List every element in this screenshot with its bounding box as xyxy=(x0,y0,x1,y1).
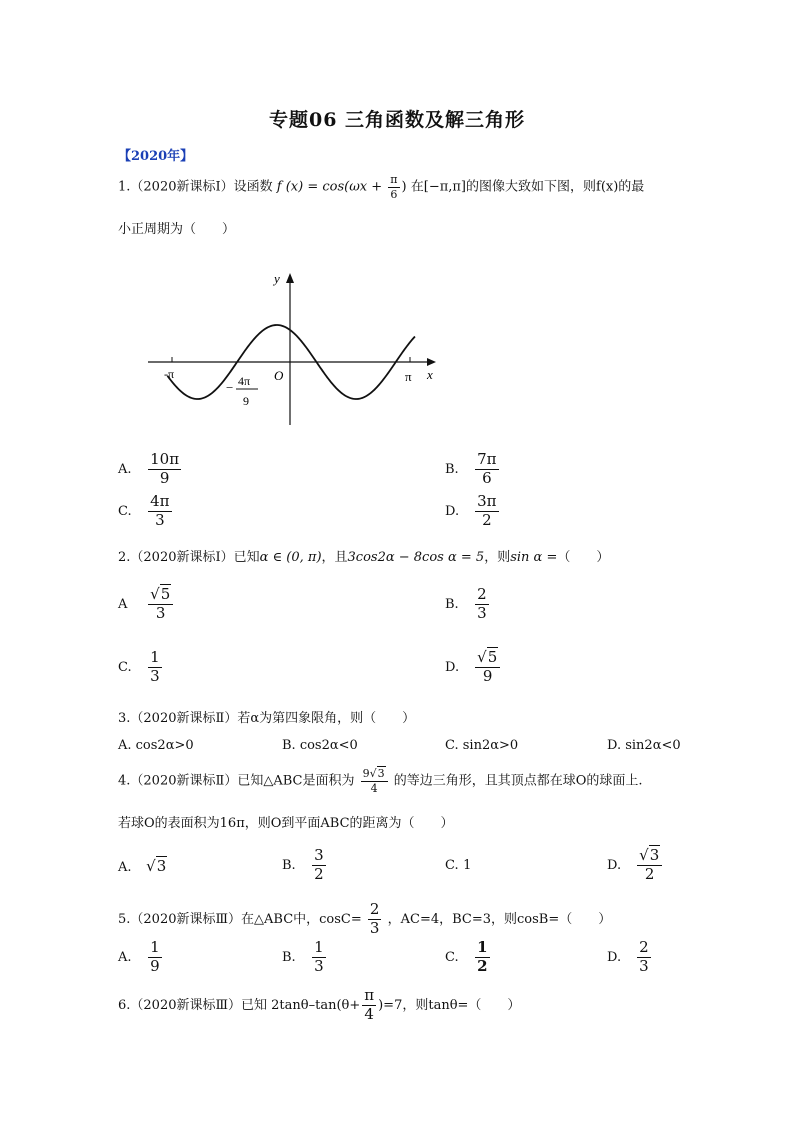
q1-func-close: ) xyxy=(401,179,407,195)
option-label: A. xyxy=(118,461,132,477)
q4-text1: 4.（2020新课标Ⅱ）已知△ABC是面积为 xyxy=(118,773,355,789)
option-den: 9 xyxy=(150,956,160,975)
option-num: 10π xyxy=(150,450,180,468)
y-axis-arrow xyxy=(286,273,294,283)
q2-option-d[interactable]: D. $\frac{√5}{9}$ xyxy=(445,650,502,685)
option-den: 3 xyxy=(314,956,324,975)
q3-option-a[interactable]: A. cos2α>0 xyxy=(118,738,194,753)
option-label: B. xyxy=(445,596,459,612)
option-num: 7π xyxy=(477,450,497,468)
q1-frac-den: 6 xyxy=(390,187,398,201)
q3-option-c[interactable]: C. sin2α>0 xyxy=(445,738,519,753)
question-5 xyxy=(118,902,611,937)
q6-frac-num: π xyxy=(364,986,375,1004)
option-root: 5 xyxy=(160,585,171,603)
q6-text1: 6.（2020新课标Ⅲ）已知 2tanθ–tan(θ+ xyxy=(118,997,361,1013)
option-num: 1 xyxy=(150,648,160,666)
q1-option-d[interactable] xyxy=(445,494,501,529)
option-label: C. xyxy=(118,503,132,519)
q5-option-d[interactable] xyxy=(607,940,653,975)
q2-text3: ，则 xyxy=(484,550,511,565)
q1-prefix: 1.（2020新课标Ⅰ）设函数 xyxy=(118,179,273,195)
q3-option-b[interactable]: B. cos2α<0 xyxy=(282,738,358,753)
option-den: 9 xyxy=(159,468,170,487)
option-num: 2 xyxy=(639,938,649,956)
origin-label: O xyxy=(274,368,284,383)
q1-option-a[interactable] xyxy=(118,452,183,487)
q4-den: 4 xyxy=(370,781,378,795)
option-den: 3 xyxy=(150,666,160,685)
q4-option-d[interactable]: D. $\frac{√3}{2}$ xyxy=(607,848,664,883)
q2-text4: （ ） xyxy=(557,550,610,565)
q1-function: f (x) = cos(ωx + xyxy=(276,179,383,195)
option-den: 2 xyxy=(477,956,488,975)
marker-num: 4π xyxy=(238,374,251,388)
q4-option-c[interactable] xyxy=(445,858,471,873)
q1-fraction xyxy=(388,174,399,200)
option-label: B. xyxy=(282,949,296,965)
q2-ask: sin α = xyxy=(510,550,558,565)
option-num: 3π xyxy=(477,492,497,510)
option-label: B. xyxy=(282,857,296,873)
q4-coef: 9 xyxy=(362,767,370,780)
option-den: 3 xyxy=(639,956,649,975)
q6-text2: )=7，则tanθ=（ ） xyxy=(378,997,521,1013)
x-axis-label: x xyxy=(427,367,433,382)
q1-line2: 小正周期为（ ） xyxy=(118,222,236,237)
option-root: 3 xyxy=(649,846,660,864)
page-title: 专题06 三角函数及解三角形 xyxy=(268,109,526,131)
marker-den: 9 xyxy=(243,394,249,408)
option-root: 3 xyxy=(156,857,167,875)
option-den: 3 xyxy=(155,510,165,529)
option-num: 1 xyxy=(314,938,324,956)
option-den: 2 xyxy=(644,864,655,883)
y-axis-label: y xyxy=(274,271,280,286)
option-label: C. xyxy=(118,659,132,675)
q4-option-a[interactable]: A. √3 xyxy=(118,857,167,875)
question-3: 3.（2020新课标Ⅱ）若α为第四象限角，则（ ） xyxy=(118,711,416,726)
q4-root: 3 xyxy=(377,767,385,780)
marker-minus: − xyxy=(226,380,234,395)
q5-text2: ，AC=4，BC=3，则cosB=（ ） xyxy=(387,911,612,927)
q2-option-b[interactable] xyxy=(445,587,491,622)
neg-pi-label: -π xyxy=(164,367,175,381)
option-num: 1 xyxy=(150,938,160,956)
option-label: C. xyxy=(445,858,459,873)
question-6 xyxy=(118,988,520,1023)
x-axis-arrow xyxy=(427,358,436,366)
option-label: A xyxy=(118,596,128,612)
option-den: 9 xyxy=(482,666,493,685)
q5-option-c[interactable] xyxy=(445,940,492,975)
q2-text1: 2.（2020新课标Ⅰ）已知 xyxy=(118,550,260,565)
q5-frac-den: 3 xyxy=(369,918,380,937)
option-label: C. xyxy=(445,949,459,965)
option-num: 1 xyxy=(477,938,488,956)
q4-line2: 若球O的表面积为16π，则O到平面ABC的距离为（ ） xyxy=(118,816,454,831)
option-label: D. xyxy=(607,949,622,965)
option-label: A. xyxy=(118,860,132,875)
option-label: B. xyxy=(445,461,459,477)
q1-graph xyxy=(140,265,450,435)
q6-frac-den: 4 xyxy=(364,1004,374,1023)
option-num: 2 xyxy=(477,585,487,603)
q2-option-c[interactable] xyxy=(118,650,164,685)
pos-pi-label: π xyxy=(405,369,412,384)
option-den: 6 xyxy=(482,468,492,487)
q5-frac-num: 2 xyxy=(369,900,380,918)
q2-equation: 3cos2α − 8cos α = 5 xyxy=(347,550,485,565)
q2-condition: α ∈ (0, π) xyxy=(259,550,322,565)
option-den: 3 xyxy=(155,603,166,622)
option-num: 4π xyxy=(150,492,170,510)
option-label: D. xyxy=(445,659,460,675)
option-label: D. xyxy=(445,503,460,519)
q5-option-b[interactable] xyxy=(282,940,328,975)
q1-middle: 在[−π,π]的图像大致如下图，则f(x)的最 xyxy=(410,179,645,195)
q1-frac-num: π xyxy=(390,173,398,186)
section-heading: 【2020年】 xyxy=(118,149,194,164)
q1-option-b[interactable] xyxy=(445,452,501,487)
q4-option-b[interactable] xyxy=(282,848,328,883)
option-den: 3 xyxy=(477,603,487,622)
option-value: 1 xyxy=(463,858,472,873)
question-1 xyxy=(118,174,644,200)
option-den: 2 xyxy=(482,510,492,529)
option-label: A. xyxy=(118,949,132,965)
q4-text2: 的等边三角形，且其顶点都在球O的球面上. xyxy=(393,773,643,789)
question-2 xyxy=(118,546,609,565)
option-label: D. xyxy=(607,857,622,873)
q2-text2: ，且 xyxy=(321,550,348,565)
option-root: 5 xyxy=(487,648,498,666)
q1-option-c[interactable] xyxy=(118,494,174,529)
q2-option-a[interactable]: A $\frac{√5}{3}$ xyxy=(118,587,175,622)
question-4: 4.（2020新课标Ⅱ）已知△ABC是面积为 $\frac{9√3}{4}$ 的等边三角形，且其顶点都在球O的球面上. xyxy=(118,767,643,795)
option-num: 3 xyxy=(314,846,324,864)
q5-option-a[interactable] xyxy=(118,940,164,975)
option-den: 2 xyxy=(314,864,324,883)
q3-option-d[interactable]: D. sin2α<0 xyxy=(607,738,681,753)
q5-text1: 5.（2020新课标Ⅲ）在△ABC中，cosC= xyxy=(118,911,362,927)
